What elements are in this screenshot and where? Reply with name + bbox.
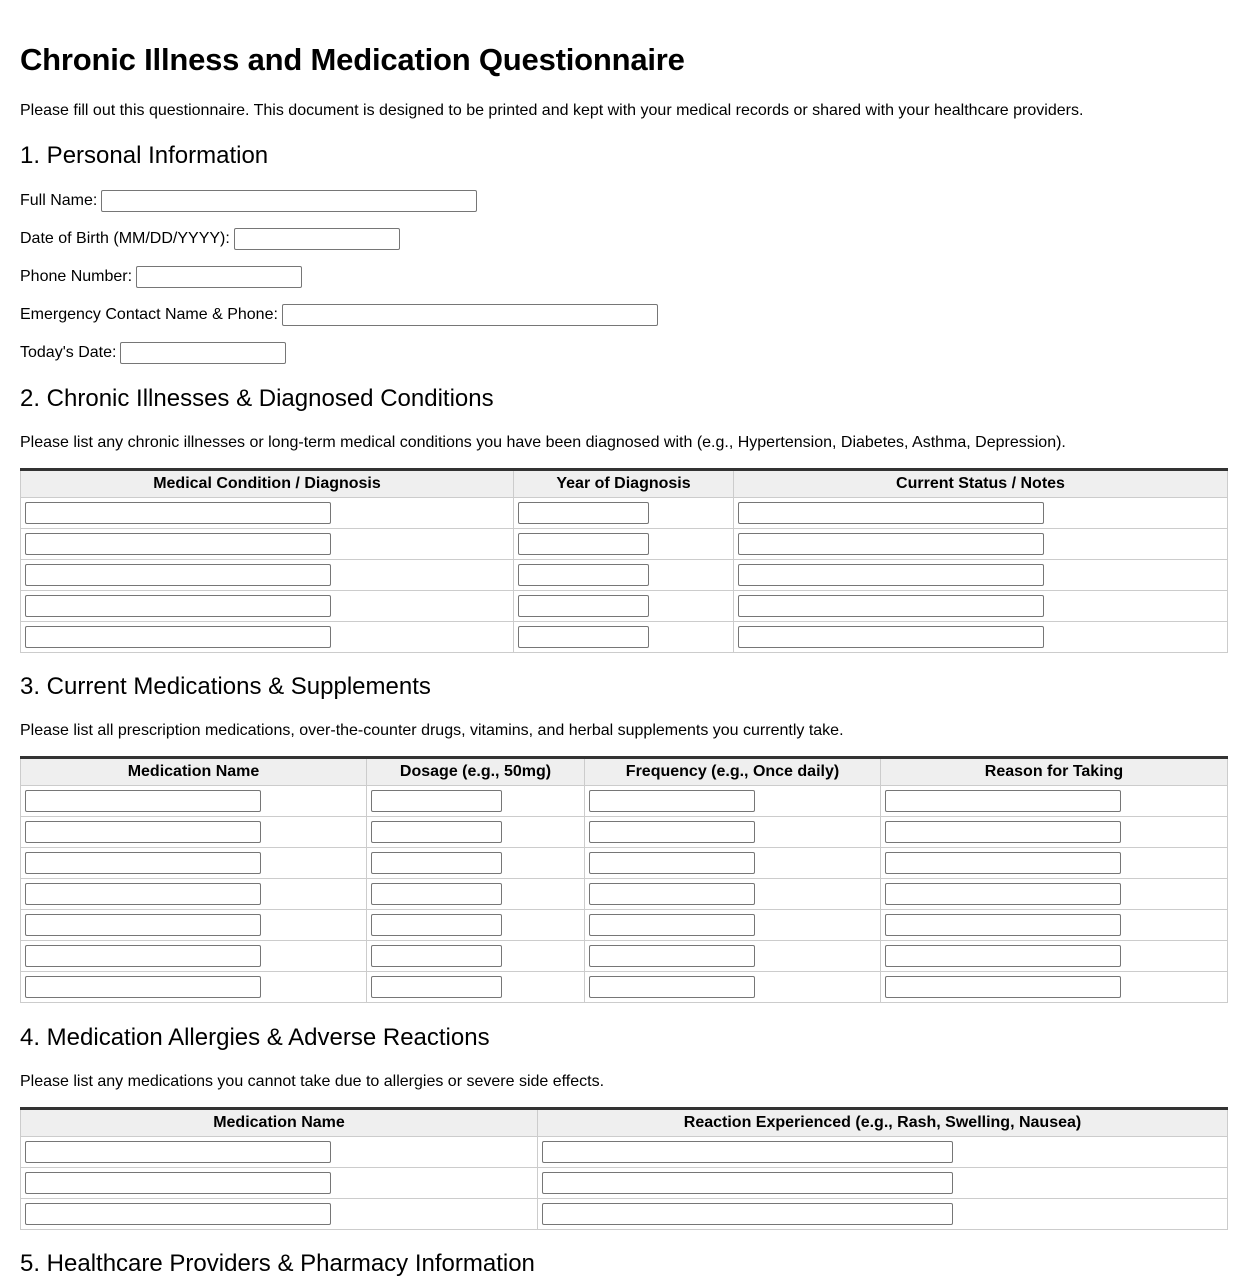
table-cell bbox=[21, 910, 367, 941]
frequency-input[interactable] bbox=[589, 852, 755, 874]
table-cell bbox=[538, 1199, 1228, 1230]
table-cell bbox=[734, 498, 1228, 529]
dosage-input[interactable] bbox=[371, 976, 502, 998]
table-cell bbox=[367, 941, 585, 972]
medication-name-input[interactable] bbox=[25, 976, 261, 998]
table-cell bbox=[21, 560, 514, 591]
section-personal-info-heading: 1. Personal Information bbox=[20, 142, 269, 169]
column-header-dosage: Dosage (e.g., 50mg) bbox=[367, 758, 585, 786]
table-cell bbox=[367, 910, 585, 941]
table-cell bbox=[734, 622, 1228, 653]
dob-label: Date of Birth (MM/DD/YYYY): bbox=[20, 230, 230, 247]
table-cell bbox=[881, 879, 1228, 910]
table-cell bbox=[585, 910, 881, 941]
status-notes-input[interactable] bbox=[738, 564, 1044, 586]
medication-row bbox=[21, 848, 1228, 879]
year-of-diagnosis-input[interactable] bbox=[518, 595, 649, 617]
allergy-row bbox=[21, 1137, 1228, 1168]
condition-row bbox=[21, 622, 1228, 653]
medication-name-input[interactable] bbox=[25, 790, 261, 812]
frequency-input[interactable] bbox=[589, 976, 755, 998]
table-cell bbox=[585, 941, 881, 972]
medication-name-input[interactable] bbox=[25, 945, 261, 967]
section-chronic-illnesses-heading: 2. Chronic Illnesses & Diagnosed Conditions bbox=[20, 385, 494, 412]
year-of-diagnosis-input[interactable] bbox=[518, 502, 649, 524]
table-cell bbox=[538, 1137, 1228, 1168]
table-cell bbox=[585, 848, 881, 879]
table-cell bbox=[881, 910, 1228, 941]
year-of-diagnosis-input[interactable] bbox=[518, 564, 649, 586]
column-header-condition: Medical Condition / Diagnosis bbox=[21, 470, 514, 498]
table-cell bbox=[881, 941, 1228, 972]
dosage-input[interactable] bbox=[371, 883, 502, 905]
table-cell bbox=[21, 817, 367, 848]
reaction-input[interactable] bbox=[542, 1203, 953, 1225]
status-notes-input[interactable] bbox=[738, 502, 1044, 524]
phone-label: Phone Number: bbox=[20, 268, 133, 285]
medications-table bbox=[20, 756, 1228, 1003]
emergency-contact-input[interactable] bbox=[282, 304, 658, 326]
table-cell bbox=[21, 498, 514, 529]
medication-name-input[interactable] bbox=[25, 914, 261, 936]
column-header-medication-name: Medication Name bbox=[21, 758, 367, 786]
condition-input[interactable] bbox=[25, 626, 331, 648]
medication-name-input[interactable] bbox=[25, 883, 261, 905]
intro-text: Please fill out this questionnaire. This document is designed to be printed and kept with your medical records or shared with your healthcare providers. bbox=[20, 102, 1084, 119]
frequency-input[interactable] bbox=[589, 790, 755, 812]
column-header-year: Year of Diagnosis bbox=[514, 470, 734, 498]
status-notes-input[interactable] bbox=[738, 626, 1044, 648]
condition-input[interactable] bbox=[25, 533, 331, 555]
table-cell bbox=[514, 529, 734, 560]
table-cell bbox=[367, 817, 585, 848]
section-medications-heading: 3. Current Medications & Supplements bbox=[20, 673, 431, 700]
medications-header-row bbox=[21, 758, 1228, 786]
reason-input[interactable] bbox=[885, 852, 1121, 874]
table-cell bbox=[21, 972, 367, 1003]
medication-name-input[interactable] bbox=[25, 821, 261, 843]
table-cell bbox=[21, 1199, 538, 1230]
conditions-header-row bbox=[21, 470, 1228, 498]
medication-row bbox=[21, 972, 1228, 1003]
dob-row bbox=[20, 228, 1227, 250]
status-notes-input[interactable] bbox=[738, 533, 1044, 555]
medication-row bbox=[21, 786, 1228, 817]
medication-row bbox=[21, 817, 1228, 848]
table-cell bbox=[585, 879, 881, 910]
table-cell bbox=[367, 786, 585, 817]
table-cell bbox=[585, 817, 881, 848]
table-cell bbox=[881, 786, 1228, 817]
allergy-row bbox=[21, 1199, 1228, 1230]
condition-row bbox=[21, 591, 1228, 622]
reaction-input[interactable] bbox=[542, 1141, 953, 1163]
medication-name-input[interactable] bbox=[25, 852, 261, 874]
table-cell bbox=[514, 622, 734, 653]
full-name-label: Full Name: bbox=[20, 192, 98, 209]
medication-row bbox=[21, 879, 1228, 910]
reason-input[interactable] bbox=[885, 914, 1121, 936]
section-chronic-illnesses-description: Please list any chronic illnesses or long-term medical conditions you have been diagnosed with (e.g., Hypertension, Diabetes, Asthma, Depression). bbox=[20, 434, 1066, 451]
reason-input[interactable] bbox=[885, 821, 1121, 843]
medication-row bbox=[21, 910, 1228, 941]
table-cell bbox=[21, 529, 514, 560]
page-title: Chronic Illness and Medication Questionnaire bbox=[20, 42, 685, 77]
full-name-row bbox=[20, 190, 1227, 212]
table-cell bbox=[21, 622, 514, 653]
reason-input[interactable] bbox=[885, 790, 1121, 812]
allergy-medication-input[interactable] bbox=[25, 1172, 331, 1194]
todays-date-label: Today's Date: bbox=[20, 344, 117, 361]
table-cell bbox=[514, 498, 734, 529]
table-cell bbox=[367, 972, 585, 1003]
table-cell bbox=[881, 848, 1228, 879]
todays-date-row bbox=[20, 342, 1227, 364]
table-cell bbox=[21, 941, 367, 972]
condition-input[interactable] bbox=[25, 502, 331, 524]
allergy-row bbox=[21, 1168, 1228, 1199]
medication-row bbox=[21, 941, 1228, 972]
table-cell bbox=[21, 591, 514, 622]
frequency-input[interactable] bbox=[589, 945, 755, 967]
emergency-contact-label: Emergency Contact Name & Phone: bbox=[20, 306, 278, 323]
table-cell bbox=[21, 879, 367, 910]
column-header-reason: Reason for Taking bbox=[881, 758, 1228, 786]
condition-row bbox=[21, 498, 1228, 529]
table-cell bbox=[514, 560, 734, 591]
phone-input[interactable] bbox=[136, 266, 302, 288]
todays-date-input[interactable] bbox=[120, 342, 286, 364]
table-cell bbox=[367, 848, 585, 879]
dosage-input[interactable] bbox=[371, 914, 502, 936]
table-cell bbox=[734, 529, 1228, 560]
column-header-allergy-medication: Medication Name bbox=[21, 1109, 538, 1137]
condition-row bbox=[21, 560, 1228, 591]
frequency-input[interactable] bbox=[589, 883, 755, 905]
column-header-reaction: Reaction Experienced (e.g., Rash, Swelling, Nausea) bbox=[538, 1109, 1228, 1137]
table-cell bbox=[538, 1168, 1228, 1199]
section-providers-heading: 5. Healthcare Providers & Pharmacy Information bbox=[20, 1250, 535, 1277]
year-of-diagnosis-input[interactable] bbox=[518, 626, 649, 648]
frequency-input[interactable] bbox=[589, 821, 755, 843]
status-notes-input[interactable] bbox=[738, 595, 1044, 617]
section-allergies-heading: 4. Medication Allergies & Adverse Reactions bbox=[20, 1024, 490, 1051]
reason-input[interactable] bbox=[885, 945, 1121, 967]
table-cell bbox=[585, 786, 881, 817]
allergy-medication-input[interactable] bbox=[25, 1141, 331, 1163]
dosage-input[interactable] bbox=[371, 852, 502, 874]
table-cell bbox=[367, 879, 585, 910]
allergy-medication-input[interactable] bbox=[25, 1203, 331, 1225]
reason-input[interactable] bbox=[885, 883, 1121, 905]
phone-row bbox=[20, 266, 1227, 288]
table-cell bbox=[514, 591, 734, 622]
year-of-diagnosis-input[interactable] bbox=[518, 533, 649, 555]
reason-input[interactable] bbox=[885, 976, 1121, 998]
section-medications-description: Please list all prescription medications, over-the-counter drugs, vitamins, and herbal supplements you currently take. bbox=[20, 722, 844, 739]
conditions-table bbox=[20, 468, 1228, 653]
allergies-header-row bbox=[21, 1109, 1228, 1137]
condition-input[interactable] bbox=[25, 564, 331, 586]
dosage-input[interactable] bbox=[371, 790, 502, 812]
dosage-input[interactable] bbox=[371, 945, 502, 967]
table-cell bbox=[734, 591, 1228, 622]
dosage-input[interactable] bbox=[371, 821, 502, 843]
table-cell bbox=[21, 848, 367, 879]
column-header-frequency: Frequency (e.g., Once daily) bbox=[585, 758, 881, 786]
table-cell bbox=[21, 1137, 538, 1168]
reaction-input[interactable] bbox=[542, 1172, 953, 1194]
allergies-table bbox=[20, 1107, 1228, 1230]
emergency-contact-row bbox=[20, 304, 1227, 326]
section-allergies-description: Please list any medications you cannot take due to allergies or severe side effects. bbox=[20, 1073, 605, 1090]
table-cell bbox=[21, 1168, 538, 1199]
table-cell bbox=[881, 817, 1228, 848]
table-cell bbox=[21, 786, 367, 817]
table-cell bbox=[881, 972, 1228, 1003]
table-cell bbox=[585, 972, 881, 1003]
condition-input[interactable] bbox=[25, 595, 331, 617]
full-name-input[interactable] bbox=[101, 190, 477, 212]
column-header-status: Current Status / Notes bbox=[734, 470, 1228, 498]
table-cell bbox=[734, 560, 1228, 591]
condition-row bbox=[21, 529, 1228, 560]
dob-input[interactable] bbox=[234, 228, 400, 250]
frequency-input[interactable] bbox=[589, 914, 755, 936]
